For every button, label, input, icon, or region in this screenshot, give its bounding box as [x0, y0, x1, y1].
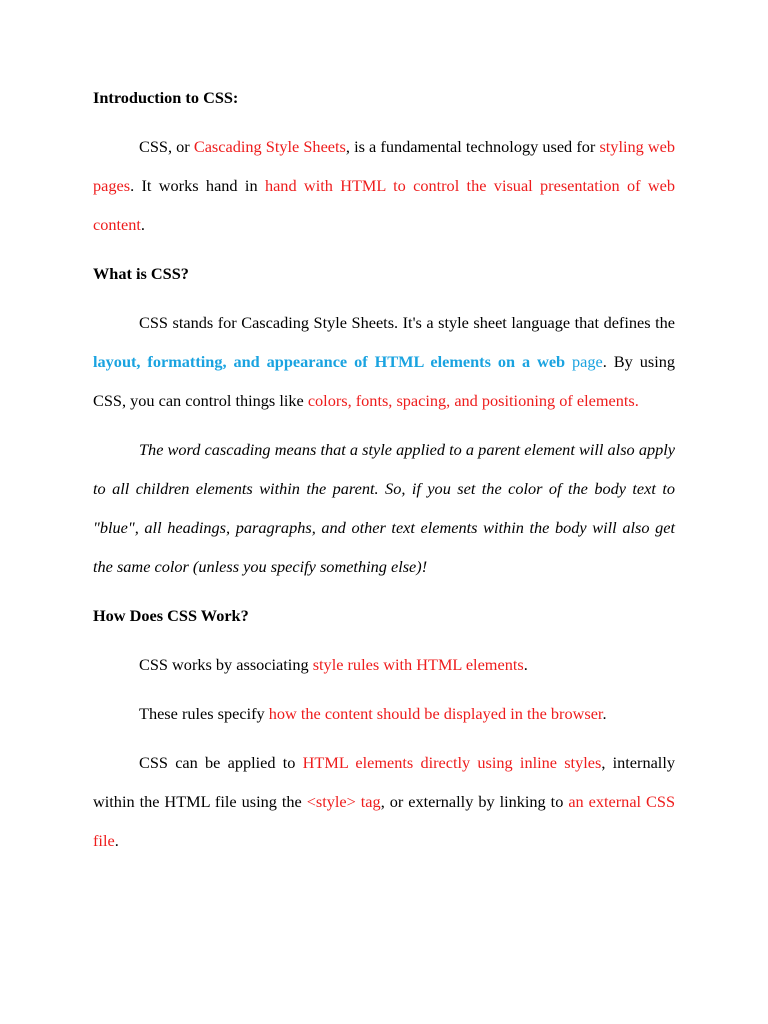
cascading-paragraph: The word cascading means that a style applied to a parent element will also apply to all children elements within the parent. So, if you set the color of the body text to "blue", all headings, paragraphs, and other text elements within the body will also get the same color (unless you specify something else)!	[93, 440, 675, 576]
highlight-red: HTML elements directly using inline styles	[302, 753, 602, 772]
how-paragraph-1	[93, 645, 675, 684]
text-run: CSS works by associating	[139, 655, 313, 674]
highlight-red: Cascading Style Sheets	[193, 137, 346, 156]
text-run: , internally within the HTML file using the	[93, 753, 675, 811]
text-run: CSS, or	[139, 137, 194, 156]
text-run: , is a fundamental technology used for	[345, 137, 600, 156]
text-run: CSS stands for Cascading Style Sheets. It's a style sheet language that defines the	[139, 313, 675, 332]
text-run: .	[114, 831, 119, 850]
text-run: .	[602, 704, 607, 723]
highlight-blue: layout, formatting, and appearance of HTML elements on a web	[93, 352, 566, 371]
highlight-red: styling web pages	[93, 137, 676, 195]
heading-how-does-css-work: How Does CSS Work?	[93, 606, 249, 625]
what-paragraph	[93, 303, 675, 420]
text-run: . By using CSS, you can control things like	[93, 352, 675, 410]
highlight-blue: page	[565, 352, 603, 371]
document-page	[93, 78, 675, 860]
heading-what-is-css: What is CSS?	[93, 264, 189, 283]
text-run: , or externally by linking to	[380, 792, 569, 811]
text-run: CSS can be applied to	[139, 753, 303, 772]
highlight-red: how the content should be displayed in the browser	[268, 704, 603, 723]
how-paragraph-2	[93, 694, 675, 733]
highlight-red: style rules with HTML elements	[312, 655, 524, 674]
text-run: .	[140, 215, 145, 234]
highlight-red: hand with HTML to control the visual presentation of web content	[93, 176, 675, 234]
how-paragraph-3	[93, 743, 675, 860]
heading-introduction: Introduction to CSS:	[93, 88, 239, 107]
text-run: . It works hand in	[130, 176, 265, 195]
highlight-red: colors, fonts, spacing, and positioning of elements.	[307, 391, 639, 410]
highlight-red: <style> tag	[306, 792, 381, 811]
highlight-red: an external CSS file	[93, 792, 676, 850]
text-run: These rules specify	[139, 704, 269, 723]
text-run: .	[523, 655, 528, 674]
intro-paragraph	[93, 127, 675, 244]
